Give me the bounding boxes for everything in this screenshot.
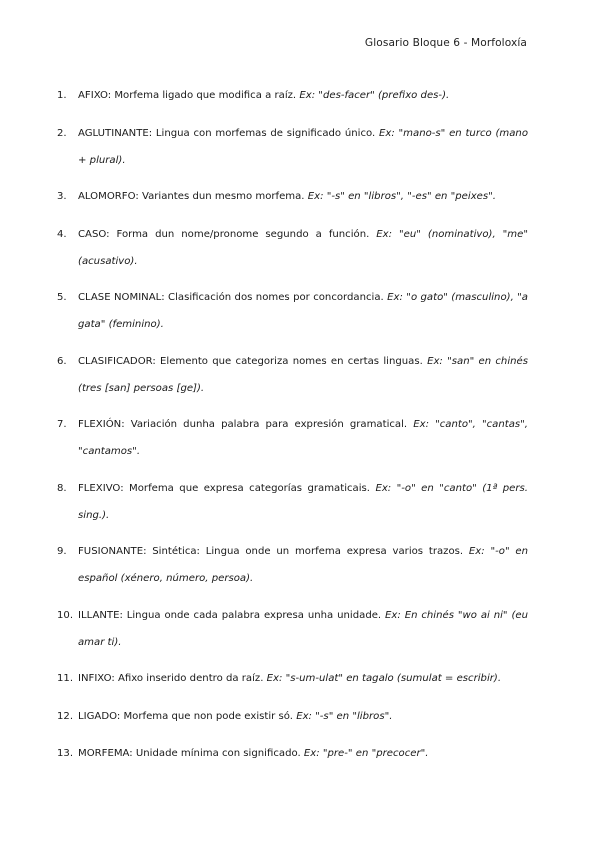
entry-definition: LIGADO: Morfema que non pode existir só. [78, 710, 297, 722]
glossary-entry [57, 348, 528, 402]
entry-example: Ex: "-o" en "canto" (1ª pers. sing.). [78, 482, 528, 521]
entry-example: Ex: "eu" (nominativo), "me" (acusativo). [78, 228, 528, 267]
page-header-title: Glosario Bloque 6 - Morfoloxía [364, 37, 527, 49]
entry-number: 8. [57, 482, 67, 494]
entry-example: Ex: "-o" en español (xénero, número, persoa). [78, 546, 528, 584]
entry-definition: FUSIONANTE: Sintética: Lingua onde un morfema expresa varios trazos. [78, 546, 469, 557]
entry-definition: CLASIFICADOR: Elemento que categoriza nomes en certas linguas. [78, 355, 428, 367]
glossary-entry [57, 475, 528, 529]
glossary-entry [57, 411, 528, 465]
entry-example: Ex: "-s" en "libros". [296, 710, 393, 722]
entry-example: Ex: "pre-" en "precocer". [303, 748, 429, 759]
entry-example: Ex: "mano-s" en turco (mano + plural). [78, 127, 528, 166]
entry-number: 5. [57, 292, 67, 303]
entry-example: Ex: "des-facer" (prefixo des-). [299, 90, 450, 101]
glossary-entry [57, 120, 528, 174]
entry-definition: ILLANTE: Lingua onde cada palabra expresa unha unidade. [78, 609, 386, 621]
entry-number: 11. [57, 673, 74, 684]
glossary-list [57, 82, 528, 778]
glossary-entry [57, 183, 528, 210]
entry-number: 4. [57, 228, 67, 240]
entry-number: 9. [57, 546, 67, 557]
entry-definition: AGLUTINANTE: Lingua con morfemas de significado único. [78, 127, 380, 139]
entry-number: 13. [57, 748, 74, 759]
entry-definition: CLASE NOMINAL: Clasificación dos nomes por concordancia. [78, 292, 388, 303]
entry-number: 12. [57, 710, 74, 722]
entry-number: 1. [57, 90, 67, 101]
entry-definition: FLEXIVO: Morfema que expresa categorías gramaticais. [78, 482, 376, 494]
entry-definition: INFIXO: Afixo inserido dentro da raíz. [78, 673, 267, 684]
entry-example: Ex: En chinés "wo ai ni" (eu amar ti). [78, 609, 528, 648]
entry-number: 3. [57, 191, 67, 202]
entry-number: 7. [57, 419, 67, 430]
entry-number: 10. [57, 609, 74, 621]
entry-example: Ex: "s-um-ulat" en tagalo (sumulat = escribir). [266, 673, 502, 684]
entry-example: Ex: "san" en chinés (tres [san] persoas [ge]). [78, 355, 528, 394]
glossary-entry [57, 538, 528, 592]
glossary-entry [57, 284, 528, 338]
entry-definition: MORFEMA: Unidade mínima con significado. [78, 748, 304, 759]
entry-example: Ex: "-s" en "libros", "-es" en "peixes". [307, 191, 496, 202]
glossary-entry [57, 82, 528, 109]
glossary-entry [57, 602, 528, 656]
entry-definition: ALOMORFO: Variantes dun mesmo morfema. [78, 191, 308, 202]
entry-number: 2. [57, 127, 67, 139]
entry-number: 6. [57, 355, 67, 367]
entry-example: Ex: "canto", "cantas", "cantamos". [78, 419, 528, 457]
glossary-entry [57, 740, 528, 767]
entry-definition: AFIXO: Morfema ligado que modifica a raíz. [78, 90, 300, 101]
glossary-entry [57, 665, 528, 692]
glossary-entry [57, 703, 528, 730]
entry-definition: FLEXIÓN: Variación dunha palabra para expresión gramatical. [78, 419, 414, 430]
entry-definition: CASO: Forma dun nome/pronome segundo a función. [78, 228, 377, 240]
entry-example: Ex: "o gato" (masculino), "a gata" (feminino). [78, 292, 528, 330]
glossary-entry [57, 221, 528, 275]
